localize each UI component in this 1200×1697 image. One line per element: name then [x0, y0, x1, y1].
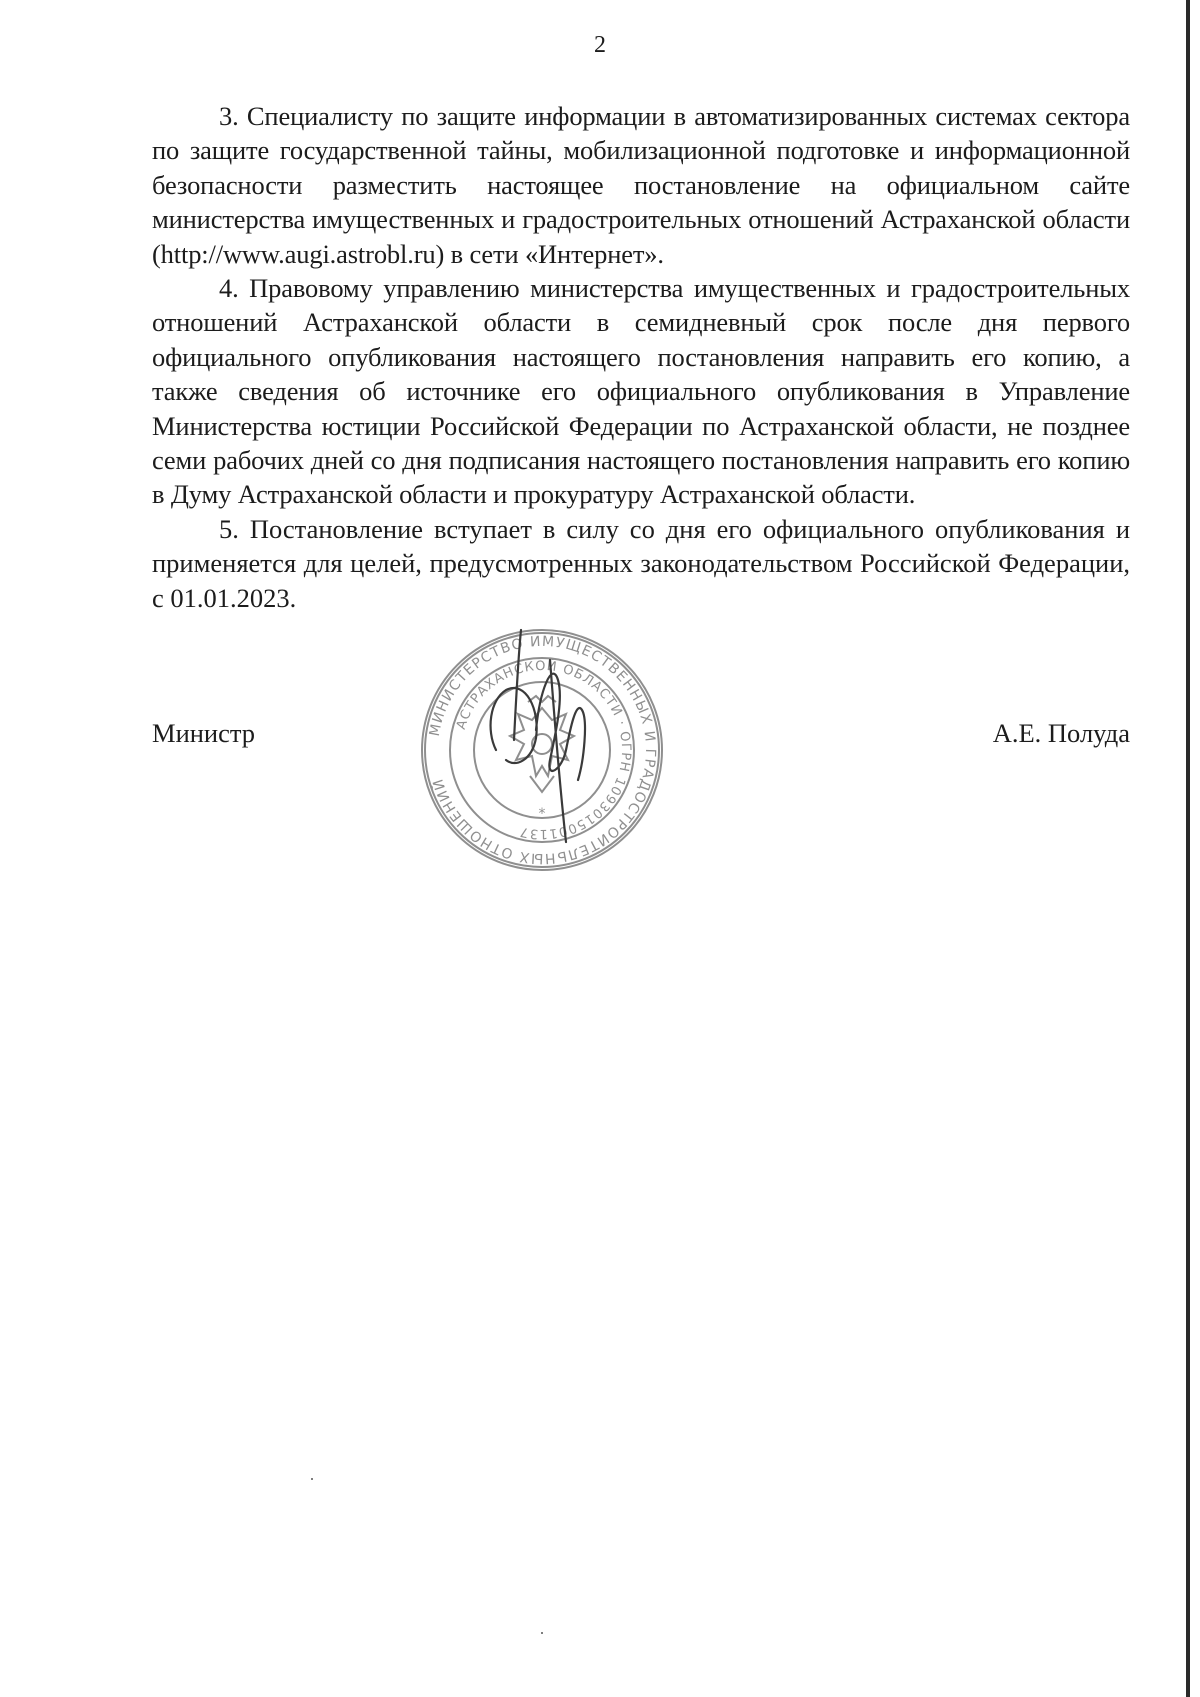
signatory-name: А.Е. Полуда: [992, 718, 1130, 748]
page-number: 2: [594, 32, 606, 58]
paragraph-4: 4. Правовому управлению министерства имущественных и градостроительных отношений Астраханской области в семидневный срок после дня первого официального опубликования настоящего постановления направить его копию, а также сведения об источнике его официального опубликования в Управление Министерства юстиции Российской Федерации по Астраханской области, не позднее семи рабочих дней со дня подписания настоящего постановления направить его копию в Думу Астраханской области и прокуратуру Астраханской области.: [152, 273, 1130, 510]
scan-speck: [311, 1478, 313, 1480]
document-body: [152, 99, 1130, 615]
page-edge: [1186, 0, 1190, 1697]
paragraph-5: 5. Постановление вступает в силу со дня его официального опубликования и применяется для целей, предусмотренных законодательством Российской Федерации, с 01.01.2023.: [152, 513, 1130, 613]
svg-text:*: *: [538, 806, 546, 822]
seal-outer-text: МИНИСТЕРСТВО ИМУЩЕСТВЕННЫХ И ГРАДОСТРОИТЕЛЬНЫХ ОТНОШЕНИЙ: [426, 633, 659, 867]
paragraph-3: 3. Специалисту по защите информации в автоматизированных системах сектора по защите государственной тайны, мобилизационной подготовке и информационной безопасности разместить настоящее постановление на официальном сайте министерства имущественных и градостроительных отношений Астраханской области (http://www.augi.astrobl.ru) в сети «Интернет».: [152, 101, 1130, 269]
signatory-role: Министр: [152, 718, 256, 748]
seal-inner-text: АСТРАХАНСКОЙ ОБЛАСТИ · ОГРН 1093015001137: [453, 658, 634, 842]
handwritten-signature: [466, 620, 606, 850]
scan-speck: [541, 1632, 543, 1634]
